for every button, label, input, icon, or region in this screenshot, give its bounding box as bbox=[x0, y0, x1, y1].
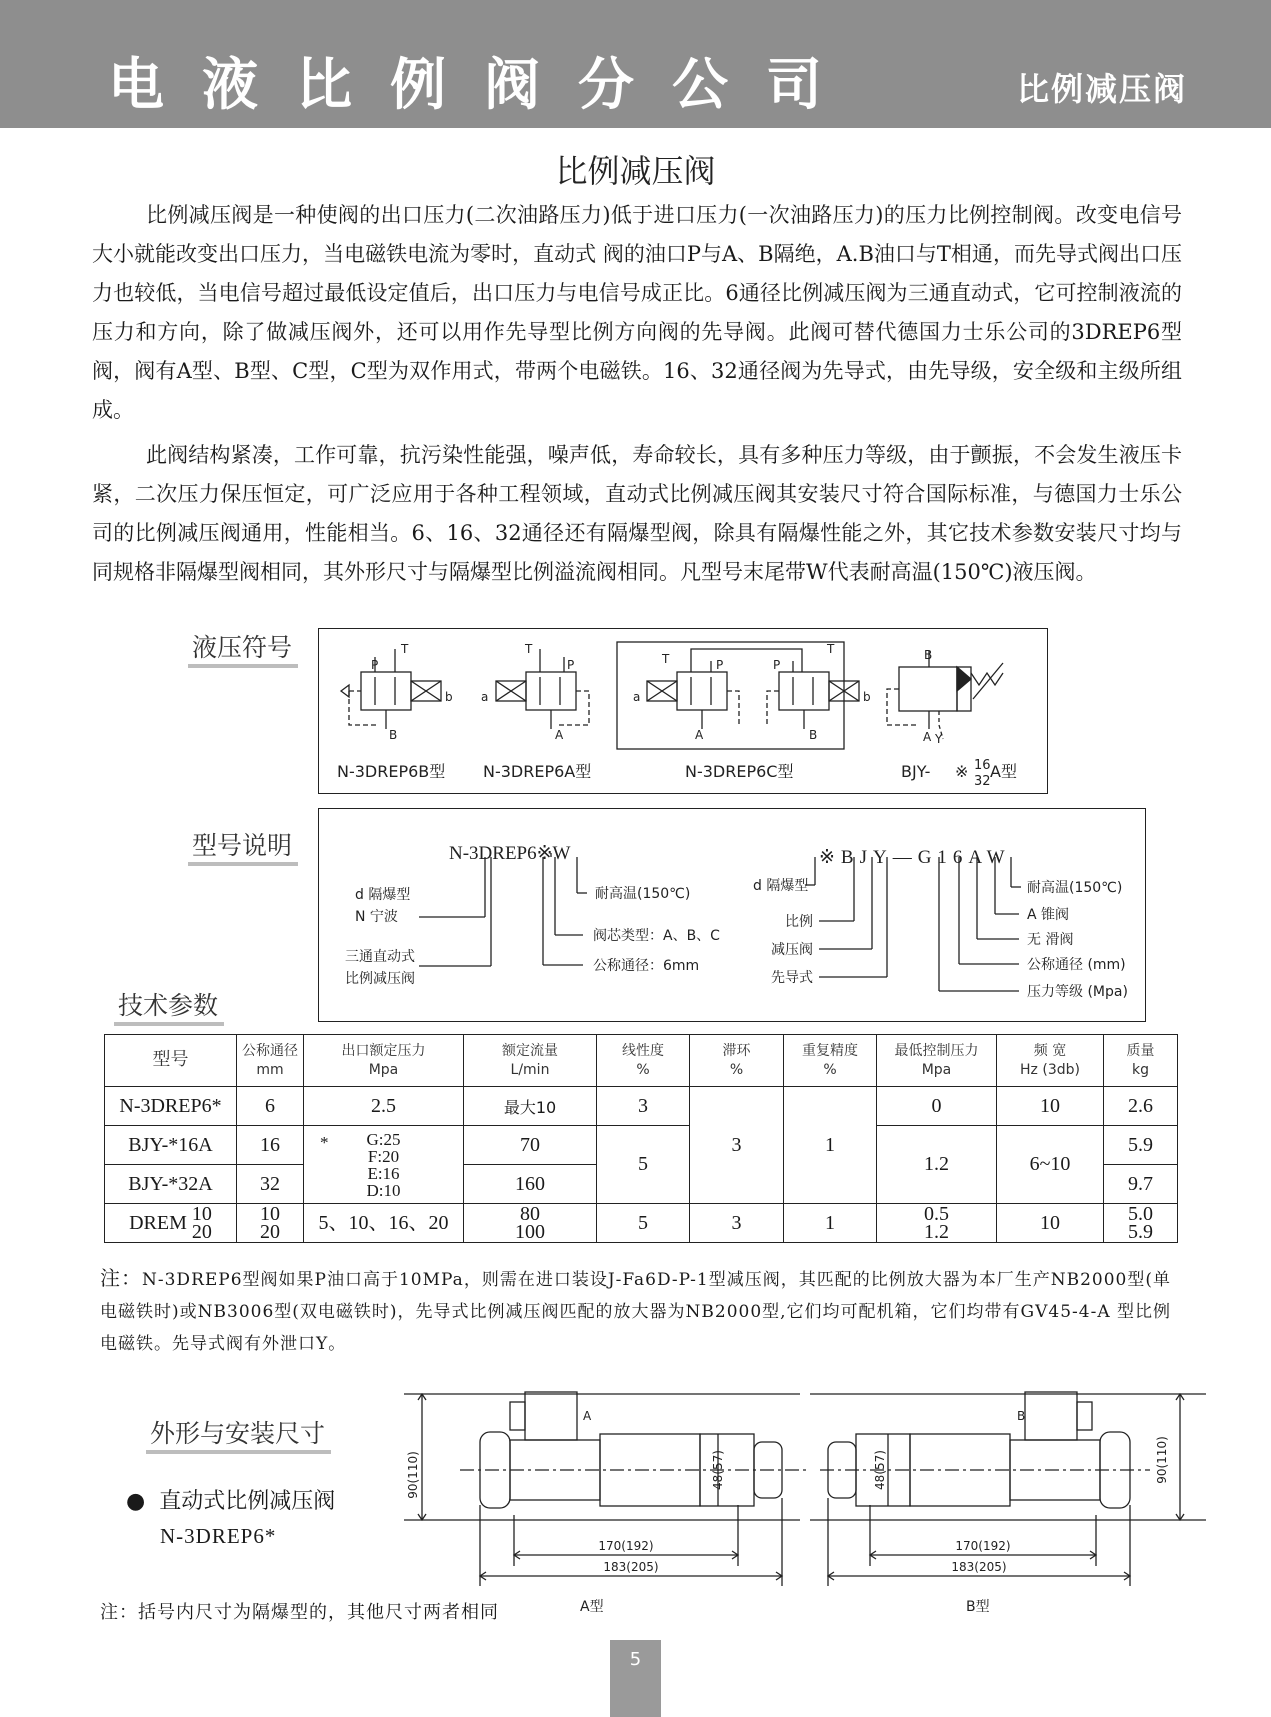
cell-dn: 32 bbox=[237, 1165, 304, 1204]
caption-bjy-32: 32 bbox=[974, 774, 991, 789]
cell-min-pressure: 0.5 1.2 bbox=[877, 1204, 997, 1243]
caption-bjy-mark: ※ bbox=[955, 762, 969, 781]
header-linearity: 线性度 % bbox=[597, 1035, 690, 1087]
note-block bbox=[100, 1262, 1180, 1360]
header-model: 型号 bbox=[105, 1035, 237, 1087]
svg-text:b: b bbox=[445, 690, 453, 704]
dimensions-heading: 外形与安装尺寸 bbox=[146, 1414, 331, 1454]
page-number: 5 bbox=[610, 1640, 661, 1717]
right-item-high-temp: 耐高温(150℃) bbox=[1027, 880, 1123, 896]
page-header bbox=[0, 0, 1271, 128]
left-item-direct: 三通直动式 bbox=[345, 949, 415, 965]
cell-dn: 10 20 bbox=[237, 1204, 304, 1243]
cell-min-pressure: 1.2 bbox=[877, 1126, 997, 1204]
left-item-reducing: 比例减压阀 bbox=[345, 971, 415, 987]
caption-bjy: BJY- bbox=[901, 762, 931, 781]
right-item-poppet: A 锥阀 bbox=[1027, 907, 1070, 923]
svg-text:T: T bbox=[401, 642, 409, 656]
header-bandwidth: 频 宽 Hz (3db) bbox=[997, 1035, 1104, 1087]
right-item-reducing: 减压阀 bbox=[771, 942, 813, 958]
cell-model: BJY-*16A bbox=[105, 1126, 237, 1165]
header-min-pressure: 最低控制压力 Mpa bbox=[877, 1035, 997, 1087]
header-dn: 公称通径 mm bbox=[237, 1035, 304, 1087]
svg-text:P: P bbox=[567, 658, 575, 672]
cell-hysteresis: 3 bbox=[690, 1204, 784, 1243]
cell-linearity: 3 bbox=[597, 1087, 690, 1126]
svg-text:T: T bbox=[525, 642, 533, 656]
solenoid-label-a: A bbox=[583, 1409, 592, 1423]
intro-paragraph-1: 比例减压阀是一种使阀的出口压力(二次油路压力)低于进口压力(一次油路压力)的压力比例控制阀。改变电信号大小就能改变出口压力，当电磁铁电流为零时，直动式 阀的油口P与A、B隔绝，A.B油口与T相通，而先导式阀出口压力也较低，当电信号超过最低设定值后，出口压力与电信号成正比。6通径比例减压阀为三通直动式，它可控制液流的压力和方向，除了做减压阀外，还可以用作先导型比例方向阀的先导阀。此阀可替代德国力士乐公司的3DREP6型阀，阀有A型、B型、C型，C型为双作用式，带两个电磁铁。16、32通径阀为先导式，由先导级，安全级和主级所组成。 bbox=[92, 203, 1182, 422]
caption-a-type: N-3DREP6A型 bbox=[483, 762, 592, 781]
intro-paragraph-2: 此阀结构紧凑，工作可靠，抗污染性能强，噪声低，寿命较长，具有多种压力等级，由于颤振，不会发生液压卡紧，二次压力保压恒定，可广泛应用于各种工程领域，直动式比例减压阀其安装尺寸符合国际标准，与德国力士乐公司的比例减压阀通用，性能相当。6、16、32通径还有隔爆型阀，除具有隔爆性能之外，其它技术参数安装尺寸均与同规格非隔爆型阀相同，其外形尺寸与隔爆型比例溢流阀相同。凡型号末尾带W代表耐高温(150℃)液压阀。 bbox=[92, 443, 1182, 584]
right-item-explosion: d 隔爆型 bbox=[753, 878, 809, 894]
dim-170-a: 170(192) bbox=[598, 1539, 654, 1553]
left-item-ningbo: N 宁波 bbox=[355, 909, 398, 925]
svg-text:P: P bbox=[371, 658, 379, 672]
note-text: N-3DREP6型阀如果P油口高于10MPa，则需在进口装设J-Fa6D-P-1型减压阀，其匹配的比例放大器为本厂生产NB2000型(单电磁铁时)或NB3006型(双电磁铁时)，先导式比例减压阀匹配的放大器为NB2000型,它们均可配机箱，它们均带有GV45-4-A 型比例电磁铁。先导式阀有外泄口Y。 bbox=[100, 1270, 1172, 1354]
cell-mass: 9.7 bbox=[1104, 1165, 1178, 1204]
cell-flow: 70 bbox=[464, 1126, 597, 1165]
cell-linearity: 5 bbox=[597, 1126, 690, 1204]
svg-text:P: P bbox=[773, 658, 781, 672]
cell-mass: 2.6 bbox=[1104, 1087, 1178, 1126]
cell-mass: 5.9 bbox=[1104, 1126, 1178, 1165]
cell-flow: 160 bbox=[464, 1165, 597, 1204]
caption-b-type: N-3DREP6B型 bbox=[337, 762, 446, 781]
right-model-code: ※BJY—G16AW bbox=[819, 847, 1011, 868]
svg-text:a: a bbox=[633, 690, 641, 704]
bullet-dot-icon: ● bbox=[126, 1489, 146, 1514]
right-item-pressure: 压力等级 (Mpa) bbox=[1027, 984, 1128, 1000]
solenoid-label-b: B bbox=[1017, 1409, 1026, 1423]
header-repeatability: 重复精度 % bbox=[784, 1035, 877, 1087]
caption-b: B型 bbox=[966, 1599, 990, 1615]
cell-bandwidth: 10 bbox=[997, 1087, 1104, 1126]
table-row bbox=[105, 1087, 1178, 1126]
header-mass: 质量 kg bbox=[1104, 1035, 1178, 1087]
symbols-heading: 液压符号 bbox=[188, 628, 298, 668]
left-item-spool: 阀芯类型：A、B、C bbox=[593, 928, 720, 944]
dimensions-footnote: 注：括号内尺寸为隔爆型的，其他尺寸两者相同 bbox=[100, 1602, 499, 1623]
right-item-pilot: 先导式 bbox=[771, 970, 813, 986]
cell-flow: 80 100 bbox=[464, 1204, 597, 1243]
hydraulic-symbols-diagram bbox=[319, 629, 1047, 793]
cell-repeatability: 1 bbox=[784, 1087, 877, 1204]
svg-text:P: P bbox=[716, 658, 724, 672]
svg-text:a: a bbox=[481, 690, 489, 704]
cell-bandwidth: 10 bbox=[997, 1204, 1104, 1243]
svg-text:B: B bbox=[924, 648, 933, 662]
left-item-explosion: d 隔爆型 bbox=[355, 887, 411, 903]
company-name: 电液比例阀分公司 bbox=[108, 53, 860, 118]
cell-dn: 16 bbox=[237, 1126, 304, 1165]
cell-pressure: 5、10、16、20 bbox=[304, 1204, 464, 1243]
dimensions-bullet: ● 直动式比例减压阀 bbox=[126, 1489, 336, 1514]
header-pressure: 出口额定压力 Mpa bbox=[304, 1035, 464, 1087]
cell-pressure: 2.5 bbox=[304, 1087, 464, 1126]
cell-model: N-3DREP6* bbox=[105, 1087, 237, 1126]
cell-dn: 6 bbox=[237, 1087, 304, 1126]
cell-linearity: 5 bbox=[597, 1204, 690, 1243]
svg-text:B: B bbox=[809, 728, 818, 742]
right-item-dn: 公称通径 (mm) bbox=[1027, 957, 1126, 973]
symbols-box bbox=[318, 628, 1048, 794]
svg-text:A: A bbox=[555, 728, 564, 742]
cell-flow: 最大10 bbox=[464, 1087, 597, 1126]
dim-170-b: 170(192) bbox=[955, 1539, 1011, 1553]
caption-bjy-16: 16 bbox=[974, 758, 991, 773]
header-flow: 额定流量 L/min bbox=[464, 1035, 597, 1087]
specs-heading: 技术参数 bbox=[114, 986, 224, 1026]
dim-183-a: 183(205) bbox=[603, 1560, 659, 1574]
dim-body-a: 48(57) bbox=[711, 1450, 725, 1490]
dimensions-model: N-3DREP6* bbox=[160, 1524, 277, 1548]
table-row bbox=[105, 1204, 1178, 1243]
svg-text:A: A bbox=[923, 730, 932, 744]
cell-min-pressure: 0 bbox=[877, 1087, 997, 1126]
left-model-code: N-3DREP6※W bbox=[449, 843, 571, 864]
table-header-row bbox=[105, 1035, 1178, 1087]
caption-c-type: N-3DREP6C型 bbox=[685, 762, 794, 781]
cell-mass: 5.0 5.9 bbox=[1104, 1204, 1178, 1243]
dim-183-b: 183(205) bbox=[951, 1560, 1007, 1574]
caption-bjy-a: A型 bbox=[990, 762, 1017, 781]
table-row bbox=[105, 1126, 1178, 1165]
note-label: 注： bbox=[100, 1266, 142, 1290]
model-code-heading: 型号说明 bbox=[188, 826, 298, 866]
section-tag: 比例减压阀 bbox=[1016, 70, 1187, 108]
left-item-dn: 公称通径：6mm bbox=[593, 958, 700, 974]
header-hysteresis: 滞环 % bbox=[690, 1035, 784, 1087]
right-item-spool: 无 滑阀 bbox=[1027, 932, 1074, 948]
spec-table bbox=[104, 1034, 1178, 1243]
cell-model: DREM 10 20 bbox=[105, 1204, 237, 1243]
dim-body-b: 48(57) bbox=[873, 1450, 887, 1490]
svg-text:b: b bbox=[863, 690, 871, 704]
svg-text:T: T bbox=[827, 642, 835, 656]
outline-drawings bbox=[400, 1370, 1210, 1620]
dim-height-b: 90(110) bbox=[1155, 1436, 1169, 1484]
page-title: 比例减压阀 bbox=[555, 152, 716, 190]
cell-repeatability: 1 bbox=[784, 1204, 877, 1243]
caption-a: A型 bbox=[580, 1599, 604, 1615]
cell-hysteresis: 3 bbox=[690, 1087, 784, 1204]
left-item-high-temp: 耐高温(150℃) bbox=[595, 886, 691, 902]
dim-height-a: 90(110) bbox=[406, 1451, 420, 1499]
cell-model: BJY-*32A bbox=[105, 1165, 237, 1204]
model-code-box bbox=[318, 808, 1146, 1022]
svg-text:Y: Y bbox=[935, 732, 943, 746]
svg-text:B: B bbox=[389, 728, 398, 742]
svg-text:T: T bbox=[662, 652, 670, 666]
model-code-diagram bbox=[319, 809, 1145, 1021]
right-item-proportional: 比例 bbox=[785, 914, 813, 930]
cell-pressure-grades: * G:25 F:20 E:16 D:10 bbox=[304, 1126, 464, 1204]
svg-text:A: A bbox=[695, 728, 704, 742]
cell-bandwidth: 6~10 bbox=[997, 1126, 1104, 1204]
